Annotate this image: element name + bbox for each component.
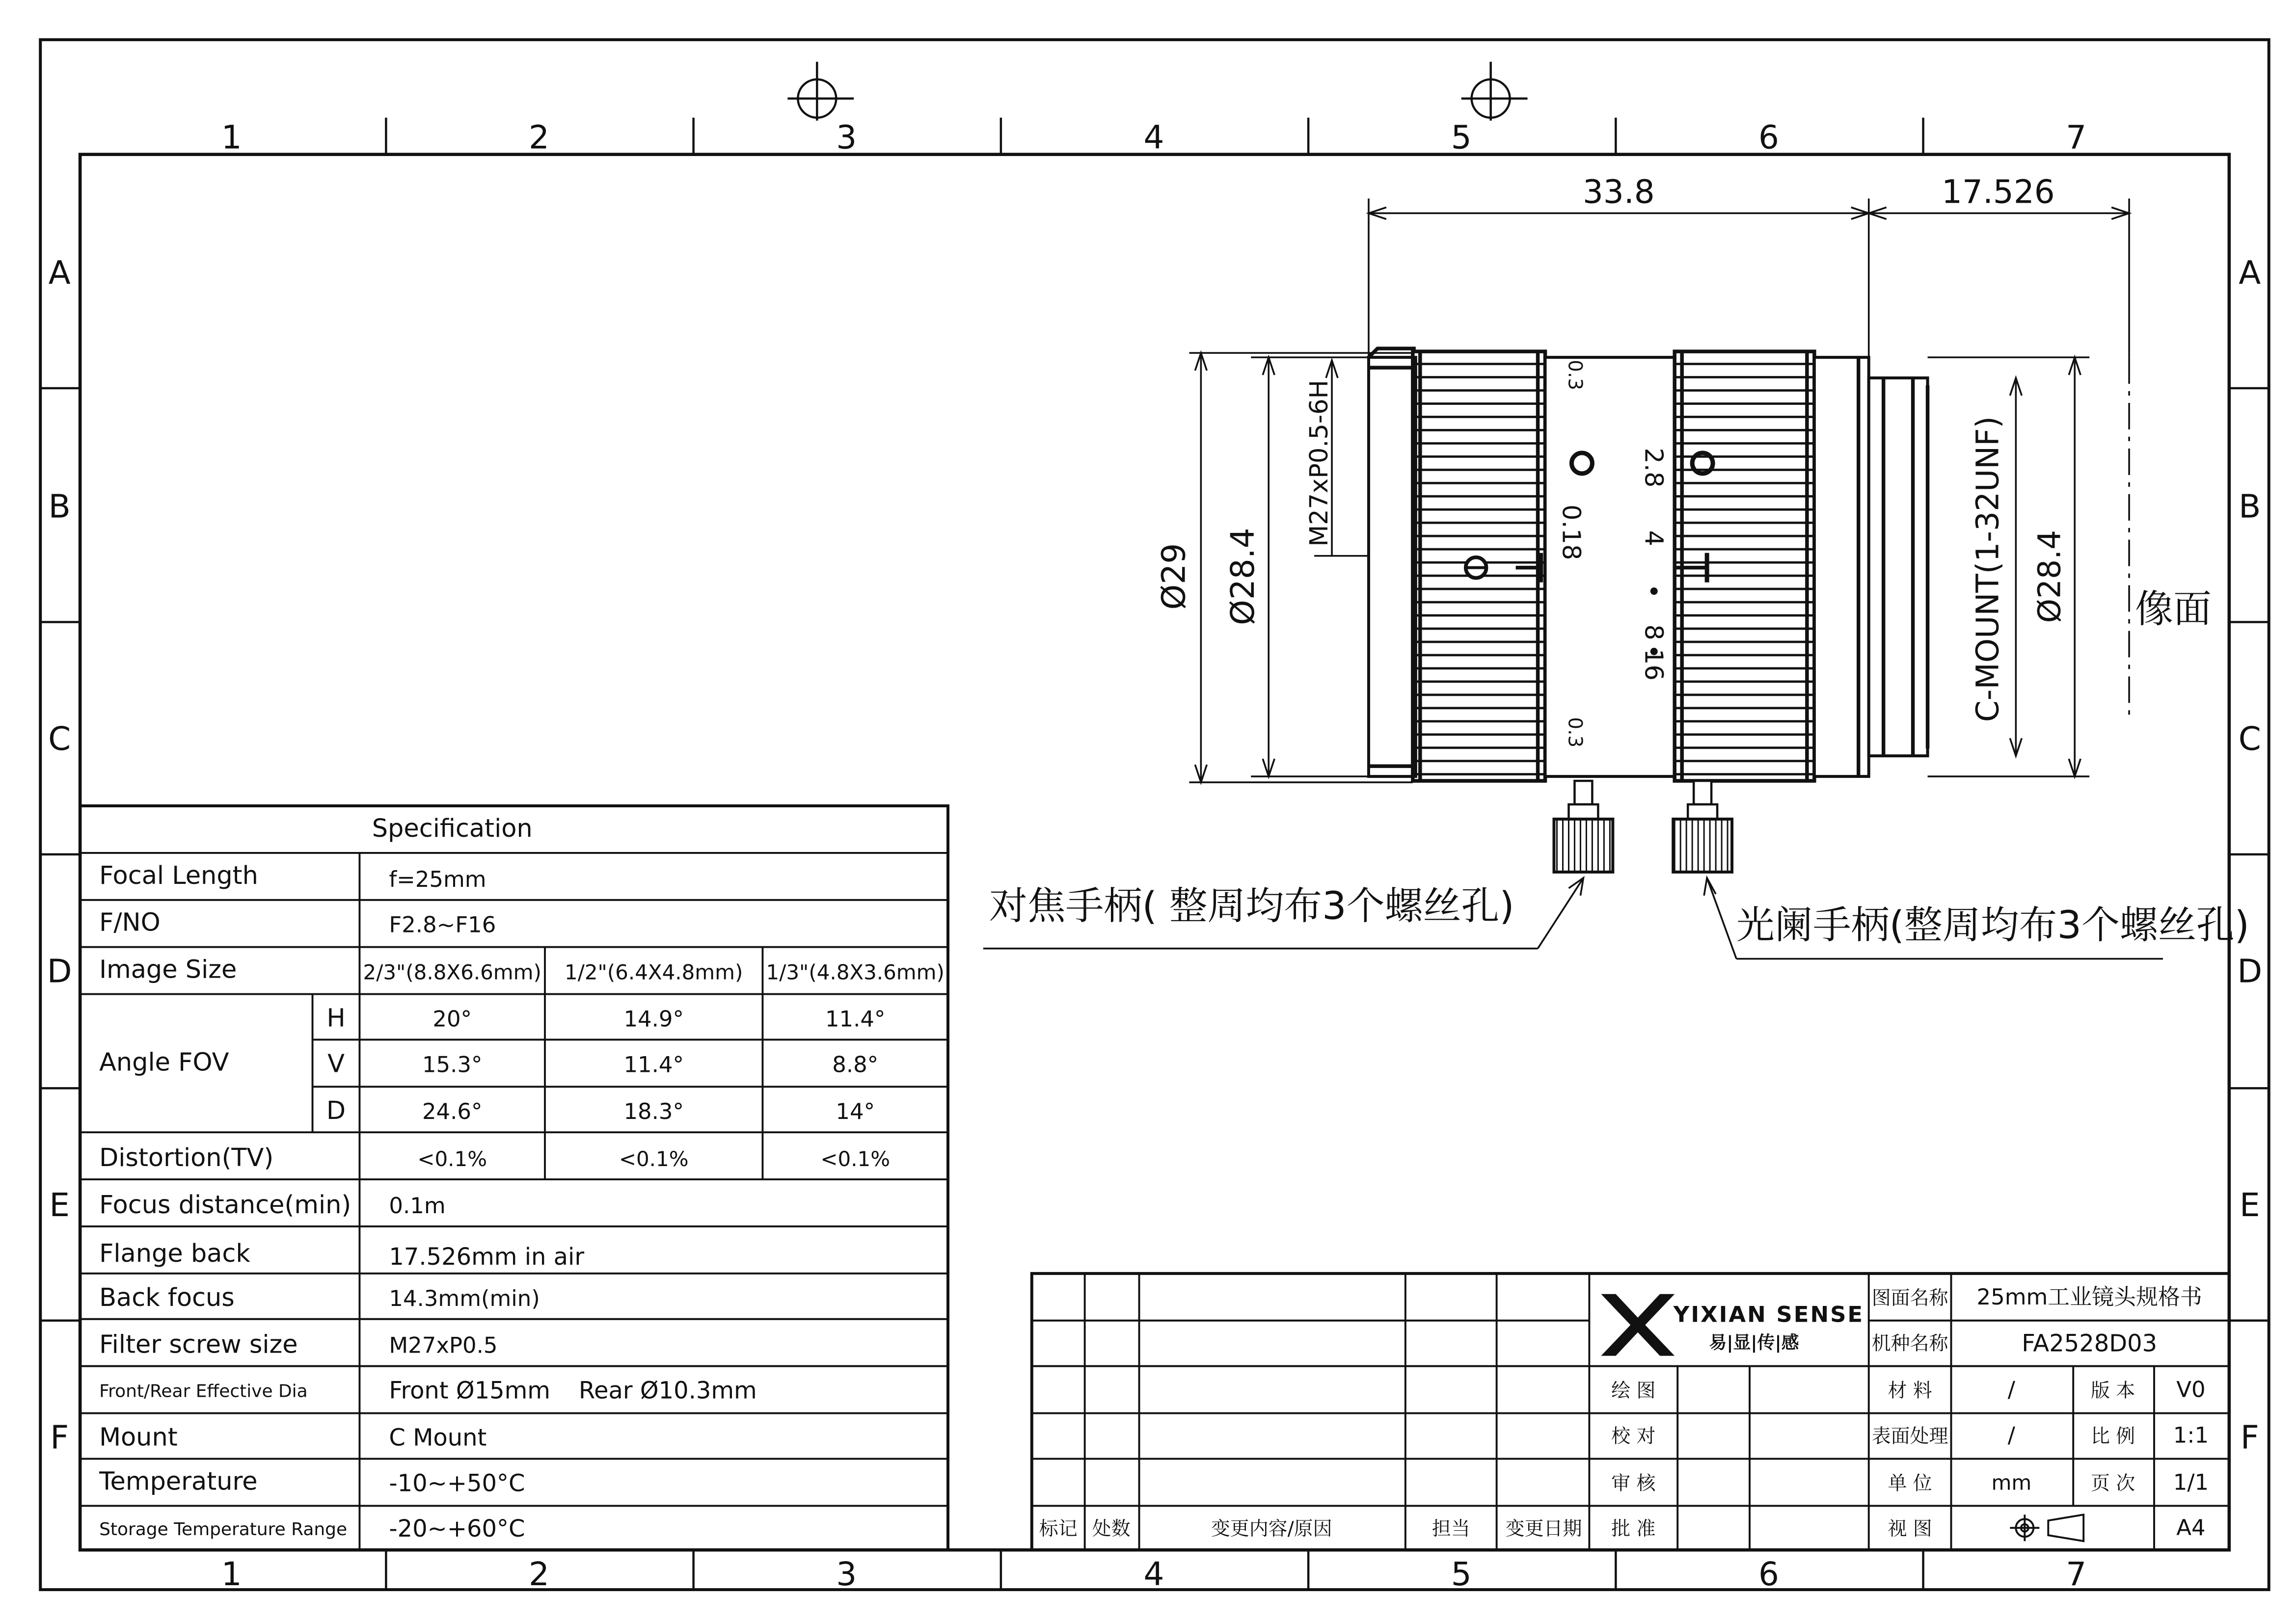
distortion-col3: <0.1%	[820, 1147, 891, 1171]
row-label-left-d: D	[47, 952, 72, 990]
dimension-33-8	[1369, 199, 2129, 358]
brand-name: YIXIAN SENSE	[1673, 1301, 1864, 1328]
drawing-name-label: 图面名称	[1871, 1287, 1948, 1309]
lens-middle-barrel	[1545, 357, 1675, 776]
page-label: 页 次	[2090, 1472, 2135, 1495]
lens-drawing	[983, 173, 2249, 958]
spec-label-back-focus: Back focus	[99, 1283, 235, 1312]
fov-d-col1: 24.6°	[422, 1098, 483, 1125]
fov-v-col1: 15.3°	[422, 1051, 483, 1078]
row-label-left-a: A	[48, 254, 71, 292]
spec-value-storage-temperature: -20~+60°C	[389, 1516, 525, 1543]
col-label-top-4: 4	[1143, 118, 1164, 157]
spec-label-temperature: Temperature	[99, 1467, 258, 1496]
surface-value: /	[2007, 1422, 2015, 1448]
row-label-right-d: D	[2237, 952, 2263, 990]
dim-flange: 17.526	[1942, 173, 2055, 211]
col-label-bottom-1: 1	[221, 1555, 242, 1594]
fov-h-col2: 14.9°	[623, 1006, 684, 1032]
distortion-col2: <0.1%	[619, 1147, 689, 1171]
dim-mount-thread: C-MOUNT(1-32UNF)	[1970, 416, 2006, 722]
scale-value: 1:1	[2173, 1422, 2209, 1448]
spec-image-size-col3: 1/3"(4.8X3.6mm)	[766, 960, 945, 984]
size-value: A4	[2176, 1515, 2206, 1541]
brand-logo	[1601, 1294, 1675, 1356]
c-mount-thread	[1869, 378, 1928, 756]
col-label-top-7: 7	[2066, 118, 2087, 157]
row-label-right-e: E	[2239, 1186, 2260, 1224]
focus-handle-callout: 对焦手柄( 整周均布3个螺丝孔)	[989, 884, 1514, 929]
rev-header-date: 变更日期	[1505, 1518, 1582, 1541]
rev-header-owner: 担当	[1432, 1518, 1470, 1541]
spec-value-filter-screw: M27xP0.5	[389, 1332, 498, 1358]
spec-label-focal-length: Focal Length	[99, 861, 258, 890]
surface-label: 表面处理	[1871, 1425, 1948, 1448]
dimension-rear	[1928, 357, 2130, 776]
distortion-col1: <0.1%	[417, 1147, 487, 1171]
focus-scale-mid: 0.18	[1556, 504, 1586, 560]
fov-v-col2: 11.4°	[623, 1051, 684, 1078]
row-label-left-f: F	[50, 1418, 69, 1457]
focus-scale-bottom: 0.3	[1564, 717, 1586, 748]
spec-value-temperature: -10~+50°C	[389, 1470, 525, 1497]
focus-scale-top: 0.3	[1564, 360, 1586, 391]
spec-label-fno: F/NO	[99, 908, 161, 937]
spec-image-size-col1: 2/3"(8.8X6.6mm)	[363, 960, 541, 984]
spec-value-front-dia: Front Ø15mm	[389, 1377, 550, 1405]
row-label-right-b: B	[2239, 487, 2261, 526]
fov-v-col3: 8.8°	[832, 1051, 879, 1078]
fov-h-col3: 11.4°	[825, 1006, 886, 1032]
sign-label-check: 校 对	[1611, 1425, 1656, 1448]
col-label-bottom-6: 6	[1758, 1555, 1779, 1594]
brand-name-cn: 易|显|传|感	[1709, 1332, 1799, 1353]
sign-label-approve: 批 准	[1611, 1518, 1656, 1541]
row-label-right-c: C	[2238, 720, 2261, 758]
sign-label-draw: 绘 图	[1611, 1380, 1656, 1402]
centering-mark-right	[1461, 62, 1528, 121]
image-plane-label: 像面	[2135, 587, 2212, 632]
iris-scale-3: 8	[1639, 624, 1668, 640]
spec-image-size-col2: 1/2"(6.4X4.8mm)	[565, 960, 743, 984]
row-label-left-b: B	[48, 487, 71, 526]
col-label-top-6: 6	[1758, 118, 1779, 157]
spec-value-rear-dia: Rear Ø10.3mm	[578, 1377, 757, 1405]
fov-d-col3: 14°	[836, 1098, 875, 1125]
row-ticks	[40, 388, 2269, 1321]
rev-header-mark: 标记	[1039, 1518, 1078, 1541]
unit-value: mm	[1991, 1470, 2032, 1495]
iris-handle-callout: 光阑手柄(整周均布3个螺丝孔)	[1736, 903, 2250, 948]
spec-value-focus-distance: 0.1m	[389, 1193, 446, 1219]
spec-label-mount: Mount	[99, 1423, 178, 1452]
col-label-bottom-7: 7	[2066, 1555, 2087, 1594]
col-label-bottom-5: 5	[1451, 1555, 1472, 1594]
lens-rear-barrel	[1814, 357, 1869, 776]
row-label-right-a: A	[2239, 254, 2261, 292]
spec-title: Specification	[372, 814, 533, 843]
centering-mark-left	[787, 62, 854, 121]
unit-label: 单 位	[1888, 1472, 1932, 1495]
model-label: 机种名称	[1871, 1332, 1948, 1355]
dim-length-body: 33.8	[1582, 173, 1655, 211]
spec-label-effective-dia: Front/Rear Effective Dia	[99, 1381, 308, 1402]
dim-dia-rear: Ø28.4	[2031, 530, 2068, 623]
spec-label-filter-screw: Filter screw size	[99, 1330, 298, 1359]
spec-label-distortion: Distortion(TV)	[99, 1143, 274, 1173]
spec-value-fno: F2.8~F16	[389, 911, 496, 938]
iris-thumb-screw	[1673, 781, 1732, 872]
rev-header-content: 变更内容/原因	[1211, 1518, 1332, 1541]
spec-value-back-focus: 14.3mm(min)	[389, 1285, 540, 1311]
col-label-top-2: 2	[529, 118, 549, 157]
drawing-name: 25mm工业镜头规格书	[1976, 1283, 2202, 1310]
fov-h-col1: 20°	[432, 1006, 472, 1032]
spec-value-flange-back: 17.526mm in air	[389, 1243, 585, 1271]
col-label-top-1: 1	[221, 118, 242, 157]
fov-axis-d: D	[326, 1096, 346, 1126]
focus-thumb-screw	[1554, 781, 1613, 872]
scale-label: 比 例	[2090, 1425, 2135, 1448]
spec-label-focus-distance: Focus distance(min)	[99, 1191, 351, 1220]
dim-thread-front: M27xP0.5-6H	[1305, 380, 1334, 547]
col-label-top-5: 5	[1451, 118, 1472, 157]
spec-label-storage-temperature: Storage Temperature Range	[99, 1519, 348, 1540]
version-label: 版 本	[2090, 1380, 2135, 1402]
title-block	[1032, 1274, 2229, 1550]
version-value: V0	[2176, 1376, 2206, 1403]
iris-scale-2: 4	[1639, 530, 1668, 546]
model-value: FA2528D03	[2022, 1330, 2158, 1357]
col-label-bottom-4: 4	[1143, 1555, 1164, 1594]
view-label: 视 图	[1888, 1518, 1932, 1541]
spec-label-angle-fov: Angle FOV	[99, 1048, 229, 1077]
row-label-left-e: E	[49, 1186, 70, 1224]
material-label: 材 料	[1888, 1380, 1932, 1402]
page-value: 1/1	[2173, 1469, 2209, 1495]
spec-label-flange-back: Flange back	[99, 1239, 250, 1268]
material-value: /	[2007, 1376, 2015, 1403]
row-label-left-c: C	[48, 720, 71, 758]
iris-scale-4: 16	[1639, 648, 1668, 681]
spec-table	[80, 806, 948, 1550]
col-label-top-3: 3	[836, 118, 857, 157]
fov-d-col2: 18.3°	[623, 1098, 684, 1125]
spec-label-image-size: Image Size	[99, 955, 237, 984]
col-label-bottom-3: 3	[836, 1555, 857, 1594]
fov-axis-v: V	[327, 1049, 345, 1079]
spec-value-mount: C Mount	[389, 1424, 487, 1452]
col-label-bottom-2: 2	[529, 1555, 549, 1594]
sign-label-review: 审 核	[1611, 1472, 1656, 1495]
fov-axis-h: H	[326, 1004, 346, 1033]
spec-value-focal-length: f=25mm	[389, 866, 486, 892]
projection-symbol-icon	[2010, 1515, 2083, 1541]
row-label-right-f: F	[2240, 1418, 2259, 1457]
lens-front-barrel	[1369, 357, 1416, 776]
dim-dia-front: Ø29	[1155, 543, 1193, 610]
iris-scale-1: 2.8	[1639, 448, 1668, 488]
dim-dia-front-inner: Ø28.4	[1224, 528, 1262, 625]
rev-header-count: 处数	[1092, 1518, 1131, 1541]
